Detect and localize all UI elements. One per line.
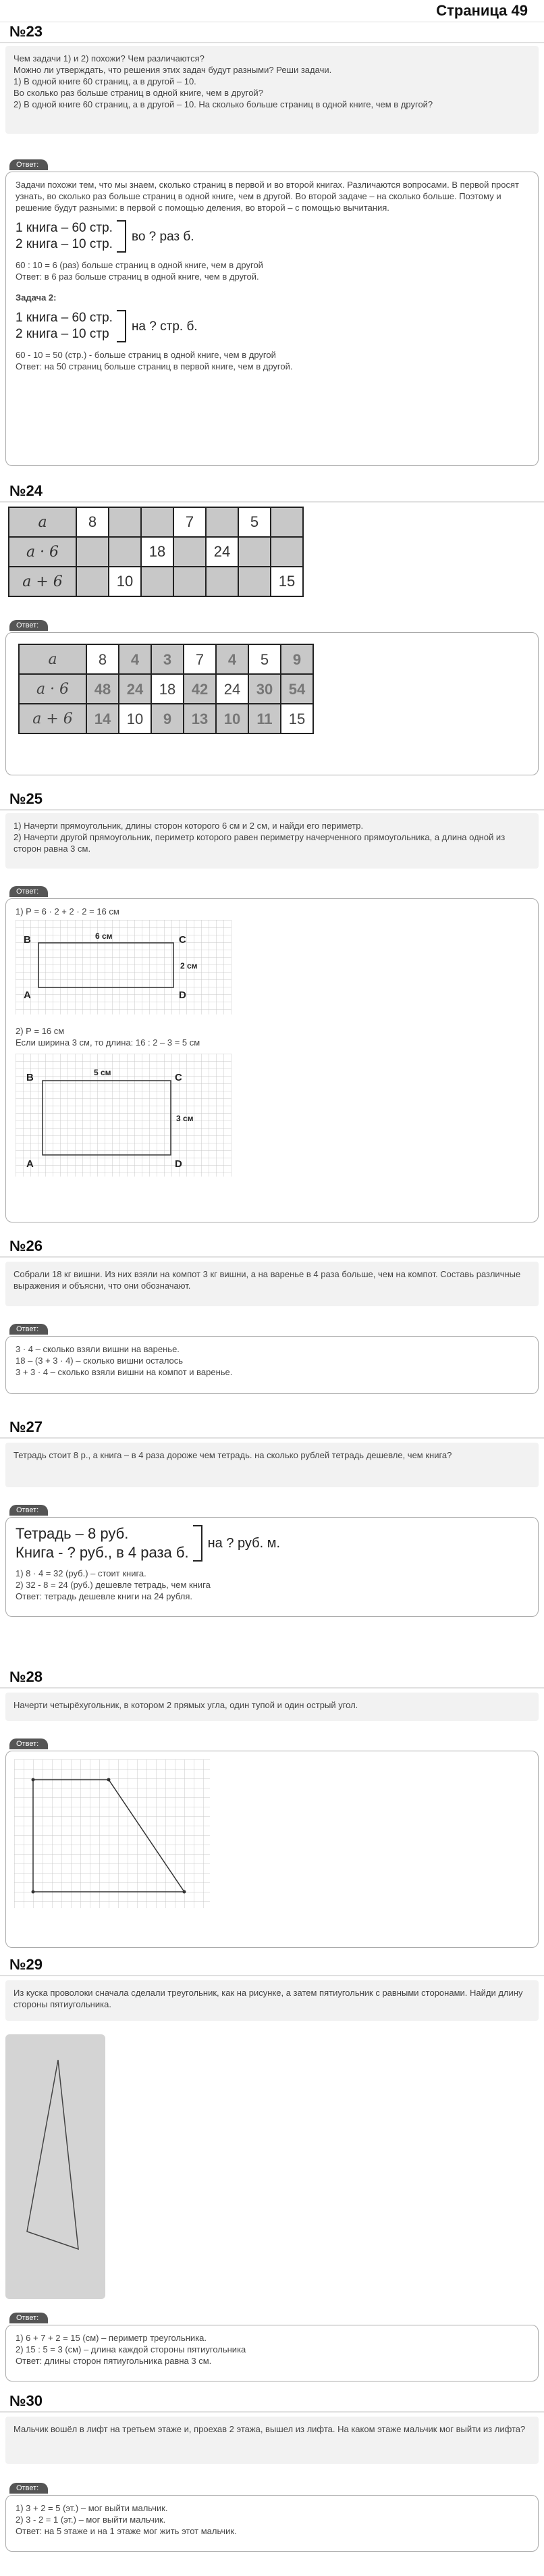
task-27-answer: [5, 1517, 539, 1617]
condition-line: Во сколько раз больше страниц в одной книге, чем в другой?: [13, 88, 263, 98]
table-cell: 14: [86, 704, 119, 733]
table-cell: [109, 507, 141, 537]
answer-label: Ответ:: [9, 1324, 48, 1335]
task-23-condition: [5, 46, 539, 134]
answer-text: 3 · 4 – сколько взяли вишни на варенье.: [16, 1344, 180, 1354]
row-header-cell: a · 6: [19, 674, 86, 704]
task-28-number: №28: [9, 1668, 43, 1685]
table-cell: 18: [141, 537, 173, 567]
table-cell: 7: [184, 644, 216, 674]
table-cell: [141, 507, 173, 537]
brief-record-1: [16, 220, 528, 253]
answer-text: 2) Р = 16 см: [16, 1026, 65, 1036]
answer-label: Ответ:: [9, 2313, 48, 2323]
task-28-condition: [5, 1693, 539, 1721]
task-divider: [0, 1437, 544, 1439]
row-header-cell: a + 6: [9, 567, 76, 596]
side-label: 2 см: [180, 961, 198, 971]
answer-label: Ответ:: [9, 886, 48, 897]
brief-question: на ? стр. б.: [131, 319, 198, 334]
condition-line: Собрали 18 кг вишни. Из них взяли на компот 3 кг вишни, а на варенье в 4 раза больше, чем на компот. Составь различные выражения и объясни, что они обозначают.: [13, 1269, 521, 1291]
table-row: [9, 507, 303, 537]
task-23-number: №23: [9, 23, 43, 40]
condition-line: 1) В одной книге 60 страниц, а в другой – 10.: [13, 76, 196, 86]
triangle-figure: [5, 2034, 105, 2299]
brace: [117, 220, 126, 253]
quadrilateral-drawing: [14, 1759, 210, 1908]
table-cell: 3: [151, 644, 184, 674]
row-header-cell: a + 6: [19, 704, 86, 733]
table-cell: 30: [248, 674, 281, 704]
table-cell: 48: [86, 674, 119, 704]
task-25-condition: [5, 813, 539, 869]
rectangle-6x2-drawing: [16, 920, 232, 1014]
brief-line: 1 книга – 60 стр.: [16, 311, 113, 325]
side-label: 3 см: [176, 1114, 194, 1123]
answer-text: 18 – (3 + 3 · 4) – сколько вишни осталось: [16, 1356, 184, 1366]
task-30-condition: [5, 2417, 539, 2464]
table-cell: 54: [281, 674, 313, 704]
row-header-cell: a: [19, 644, 86, 674]
table-cell: 24: [119, 674, 151, 704]
task-24-table: [8, 507, 304, 597]
table-cell: 8: [86, 644, 119, 674]
condition-line: Можно ли утверждать, что решения этих задач будут разными? Реши задачи.: [13, 65, 332, 75]
brief-line: 2 книга – 10 стр.: [16, 237, 113, 251]
table-cell: [76, 537, 109, 567]
answer-label: Ответ:: [9, 2483, 48, 2494]
table-cell: 24: [216, 674, 248, 704]
task-26-condition: [5, 1262, 539, 1306]
condition-line: Тетрадь стоит 8 р., а книга – в 4 раза дороже чем тетрадь. на сколько рублей тетрадь дешевле, чем книга?: [13, 1450, 452, 1460]
row-header-cell: a · 6: [9, 537, 76, 567]
answer-text: 2) 32 - 8 = 24 (руб.) дешевле тетрадь, чем книга: [16, 1580, 211, 1590]
table-cell: 5: [238, 507, 271, 537]
table-cell: [109, 537, 141, 567]
table-cell: [238, 567, 271, 596]
table-cell: 18: [151, 674, 184, 704]
table-cell: 13: [184, 704, 216, 733]
brace: [193, 1525, 202, 1562]
condition-line: Чем задачи 1) и 2) похожи? Чем различаются?: [13, 53, 205, 63]
point-label: B: [24, 934, 31, 946]
task-25-number: №25: [9, 790, 43, 807]
answer-text: Ответ: в 6 раз больше страниц в одной книге, чем в другой.: [16, 272, 259, 282]
task-25-answer: [5, 898, 539, 1222]
table-cell: 10: [216, 704, 248, 733]
table-cell: 15: [281, 704, 313, 733]
table-cell: 10: [109, 567, 141, 596]
answer-text: Ответ: на 50 страниц больше страниц в первой книге, чем в другой.: [16, 361, 293, 371]
subtask-heading: Задача 2:: [16, 292, 57, 303]
task-divider: [0, 1975, 544, 1976]
task-27-number: №27: [9, 1418, 43, 1435]
point-label: A: [24, 989, 31, 1001]
condition-line: Начерти четырёхугольник, в котором 2 прямых угла, один тупой и один острый угол.: [13, 1700, 358, 1710]
table-cell: 11: [248, 704, 281, 733]
point-label: C: [179, 934, 186, 946]
side-label: 6 см: [95, 931, 113, 941]
table-cell: 8: [76, 507, 109, 537]
table-cell: 7: [173, 507, 206, 537]
brace: [117, 310, 126, 342]
answer-text: Ответ: на 5 этаже и на 1 этаже мог жить этот мальчик.: [16, 2526, 237, 2536]
point-label: C: [175, 1072, 182, 1083]
task-divider: [0, 2411, 544, 2413]
task-24-answer-table: [18, 644, 314, 734]
answer-text: 60 - 10 = 50 (стр.) - больше страниц в одной книге, чем в другой: [16, 350, 276, 360]
task-29-answer: [5, 2325, 539, 2381]
answer-label: Ответ:: [9, 159, 48, 170]
task-29-number: №29: [9, 1956, 43, 1973]
answer-text: Ответ: длины сторон пятиугольника равна 3 см.: [16, 2356, 212, 2366]
answer-text: Ответ: тетрадь дешевле книги на 24 рубля.: [16, 1591, 192, 1601]
task-divider: [0, 809, 544, 810]
brief-line: 2 книга – 10 стр: [16, 327, 109, 341]
page-title: Страница 49: [436, 2, 528, 19]
table-cell: [76, 567, 109, 596]
task-26-answer: [5, 1336, 539, 1394]
table-cell: 4: [216, 644, 248, 674]
table-cell: 9: [151, 704, 184, 733]
task-divider: [0, 1256, 544, 1258]
table-cell: 15: [271, 567, 303, 596]
point-label: B: [26, 1072, 34, 1083]
table-cell: 4: [119, 644, 151, 674]
table-row: [19, 674, 313, 704]
brief-record: [16, 1524, 528, 1562]
brief-question: во ? раз б.: [131, 229, 194, 244]
answer-text: Если ширина 3 см, то длина: 16 : 2 – 3 = 5 см: [16, 1037, 200, 1048]
task-27-condition: [5, 1443, 539, 1487]
table-cell: [206, 567, 238, 596]
side-label: 5 см: [94, 1068, 111, 1077]
point-label: D: [175, 1158, 182, 1170]
task-30-number: №30: [9, 2392, 43, 2409]
point-label: D: [179, 989, 186, 1001]
table-cell: [238, 537, 271, 567]
answer-text: 1) 3 + 2 = 5 (эт.) – мог выйти мальчик.: [16, 2503, 168, 2513]
task-29-condition: [5, 1980, 539, 2021]
answer-text: 60 : 10 = 6 (раз) больше страниц в одной книге, чем в другой: [16, 260, 263, 270]
answer-label: Ответ:: [9, 1738, 48, 1749]
table-cell: 9: [281, 644, 313, 674]
task-divider: [0, 42, 544, 43]
table-row: [9, 567, 303, 596]
answer-label: Ответ:: [9, 1505, 48, 1516]
task-23-answer: [5, 172, 539, 466]
answer-label: Ответ:: [9, 620, 48, 631]
table-row: [19, 644, 313, 674]
brief-question: на ? руб. м.: [207, 1535, 281, 1551]
condition-line: 2) В одной книге 60 страниц, а в другой – 10. На сколько больше страниц в одной книге, чем в другой?: [13, 99, 433, 109]
table-cell: [271, 537, 303, 567]
table-cell: [141, 567, 173, 596]
point-label: A: [26, 1158, 34, 1170]
task-30-answer: [5, 2495, 539, 2552]
task-divider: [0, 1687, 544, 1689]
brief-line: Книга - ? руб., в 4 раза б.: [16, 1544, 189, 1561]
table-cell: [271, 507, 303, 537]
table-cell: 42: [184, 674, 216, 704]
task-28-answer: [5, 1751, 539, 1948]
table-cell: [173, 567, 206, 596]
table-cell: [206, 507, 238, 537]
triangle: [27, 2060, 78, 2249]
table-row: [19, 704, 313, 733]
brief-line: Тетрадь – 8 руб.: [16, 1525, 129, 1542]
condition-line: Мальчик вошёл в лифт на третьем этаже и, проехав 2 этажа, вышел из лифта. На каком этаже мальчик мог выйти из лифта?: [13, 2424, 526, 2434]
answer-text: 1) 6 + 7 + 2 = 15 (см) – периметр треугольника.: [16, 2333, 207, 2343]
table-row: [9, 537, 303, 567]
answer-text: 2) 15 : 5 = 3 (см) – длина каждой стороны пятиугольника: [16, 2344, 246, 2354]
brief-line: 1 книга – 60 стр.: [16, 221, 113, 235]
brief-record-2: [16, 310, 528, 342]
table-cell: 24: [206, 537, 238, 567]
row-header-cell: a: [9, 507, 76, 537]
answer-text: 1) Р = 6 · 2 + 2 · 2 = 16 см: [16, 906, 119, 917]
task-26-number: №26: [9, 1237, 43, 1254]
table-cell: 5: [248, 644, 281, 674]
answer-text: 3 + 3 · 4 – сколько взяли вишни на компот и варенье.: [16, 1367, 233, 1377]
rectangle-5x3-drawing: [16, 1054, 232, 1177]
table-cell: 10: [119, 704, 151, 733]
condition-line: Из куска проволоки сначала сделали треугольник, как на рисунке, а затем пятиугольник с равными сторонами. Найди длину стороны пятиугольника.: [13, 1988, 523, 2009]
task-24-number: №24: [9, 482, 43, 499]
table-cell: [173, 537, 206, 567]
answer-text: 2) 3 - 2 = 1 (эт.) – мог выйти мальчик.: [16, 2515, 166, 2525]
task-divider: [0, 501, 544, 503]
condition-line: 1) Начерти прямоугольник, длины сторон которого 6 см и 2 см, и найди его периметр.: [13, 821, 364, 831]
answer-text: 1) 8 · 4 = 32 (руб.) – стоит книга.: [16, 1568, 146, 1578]
condition-line: 2) Начерти другой прямоугольник, периметр которого равен периметру начерченного прямоугольника, а длина одной из сторон равна 3 см.: [13, 832, 506, 854]
answer-text: Задачи похожи тем, что мы знаем, сколько страниц в первой и во второй книгах. Различаются вопросами. В первой просят узнать, во сколько раз больше страниц в одной книге, чем в другой. Во второй задаче – на сколько больше. Поэтому и решение будут разными: в первой с помощью деления, во второй – с помощью вычитания.: [16, 180, 519, 213]
task-24-answer: [5, 632, 539, 775]
